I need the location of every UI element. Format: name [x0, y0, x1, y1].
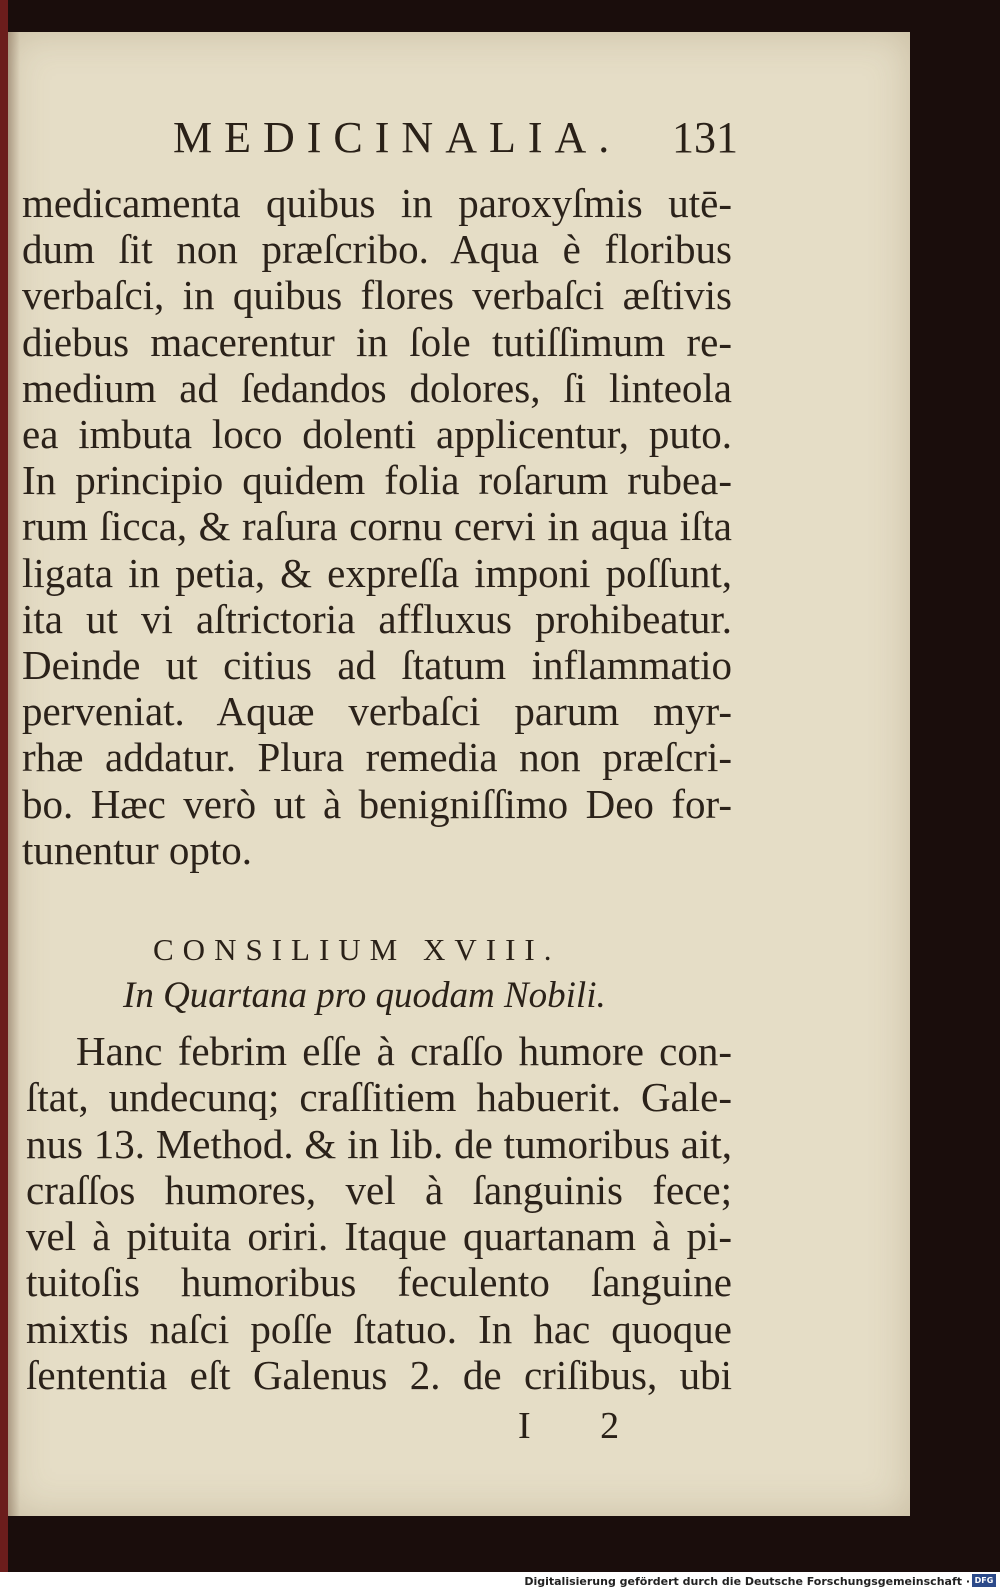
page-header — [8, 112, 910, 172]
text-line: medium ad ſedandos dolores, ſi linteola — [22, 364, 732, 411]
text-line: tuitoſis humoribus feculento ſanguine — [26, 1259, 732, 1306]
text-line: perveniat. Aquæ verbaſci parum myr- — [22, 688, 732, 735]
text-line: Hanc febrim eſſe à craſſo humore con- — [76, 1028, 732, 1074]
text-line: vel à pituita oriri. Itaque quartanam à pi- — [26, 1213, 732, 1260]
text-block — [22, 180, 732, 873]
text-line: rhæ addatur. Plura remedia non præſcri- — [22, 734, 732, 781]
text-line: medicamenta quibus in paroxyſmis utē- — [22, 180, 732, 226]
text-line: ſtat, undecunq; craſſitiem habuerit. Gale- — [26, 1074, 732, 1121]
text-line-last: tunentur opto. — [22, 826, 253, 873]
signature-mark: I 2 — [518, 1405, 650, 1447]
page-number: 131 — [672, 113, 738, 162]
text-line: Deinde ut citius ad ſtatum inflammatio — [22, 642, 732, 689]
text-line: mixtis naſci poſſe ſtatuo. In hac quoque — [26, 1305, 732, 1352]
text-line: diebus macerentur in ſole tutiſſimum re- — [22, 318, 732, 365]
text-line: nus 13. Method. & in lib. de tumoribus ait, — [26, 1120, 732, 1167]
text-line: ita ut vi aſtrictoria affluxus prohibeatur. — [22, 595, 732, 642]
text-line: dum ſit non præſcribo. Aqua è floribus — [22, 226, 732, 273]
running-title: MEDICINALIA. — [173, 113, 622, 162]
book-page — [8, 32, 910, 1516]
page-gutter-shadow — [8, 32, 20, 1516]
dfg-logo: DFG — [972, 1574, 996, 1587]
section-subtitle: In Quartana pro quodam Nobili. — [123, 975, 606, 1016]
text-line: ligata in petia, & expreſſa imponi poſſunt, — [22, 549, 732, 596]
section-heading: CONSILIUM XVIII. — [153, 932, 561, 967]
text-block-2 — [26, 1028, 732, 1398]
funding-credit: Digitalisierung gefördert durch die Deutsche Forschungsgemeinschaft · — [524, 1575, 970, 1588]
text-line: rum ſicca, & raſura cornu cervi in aqua iſta — [22, 503, 732, 550]
book-edge — [0, 0, 8, 1572]
text-line: In principio quidem folia roſarum rubea- — [22, 457, 732, 504]
text-line: ſententia eſt Galenus 2. de criſibus, ubi — [26, 1352, 732, 1399]
text-line: ea imbuta loco dolenti applicentur, puto. — [22, 411, 732, 458]
text-line: verbaſci, in quibus flores verbaſci æſtivis — [22, 272, 732, 319]
text-line: bo. Hæc verò ut à benigniſſimo Deo for- — [22, 780, 732, 827]
text-line: craſſos humores, vel à ſanguinis fece; — [26, 1166, 732, 1213]
